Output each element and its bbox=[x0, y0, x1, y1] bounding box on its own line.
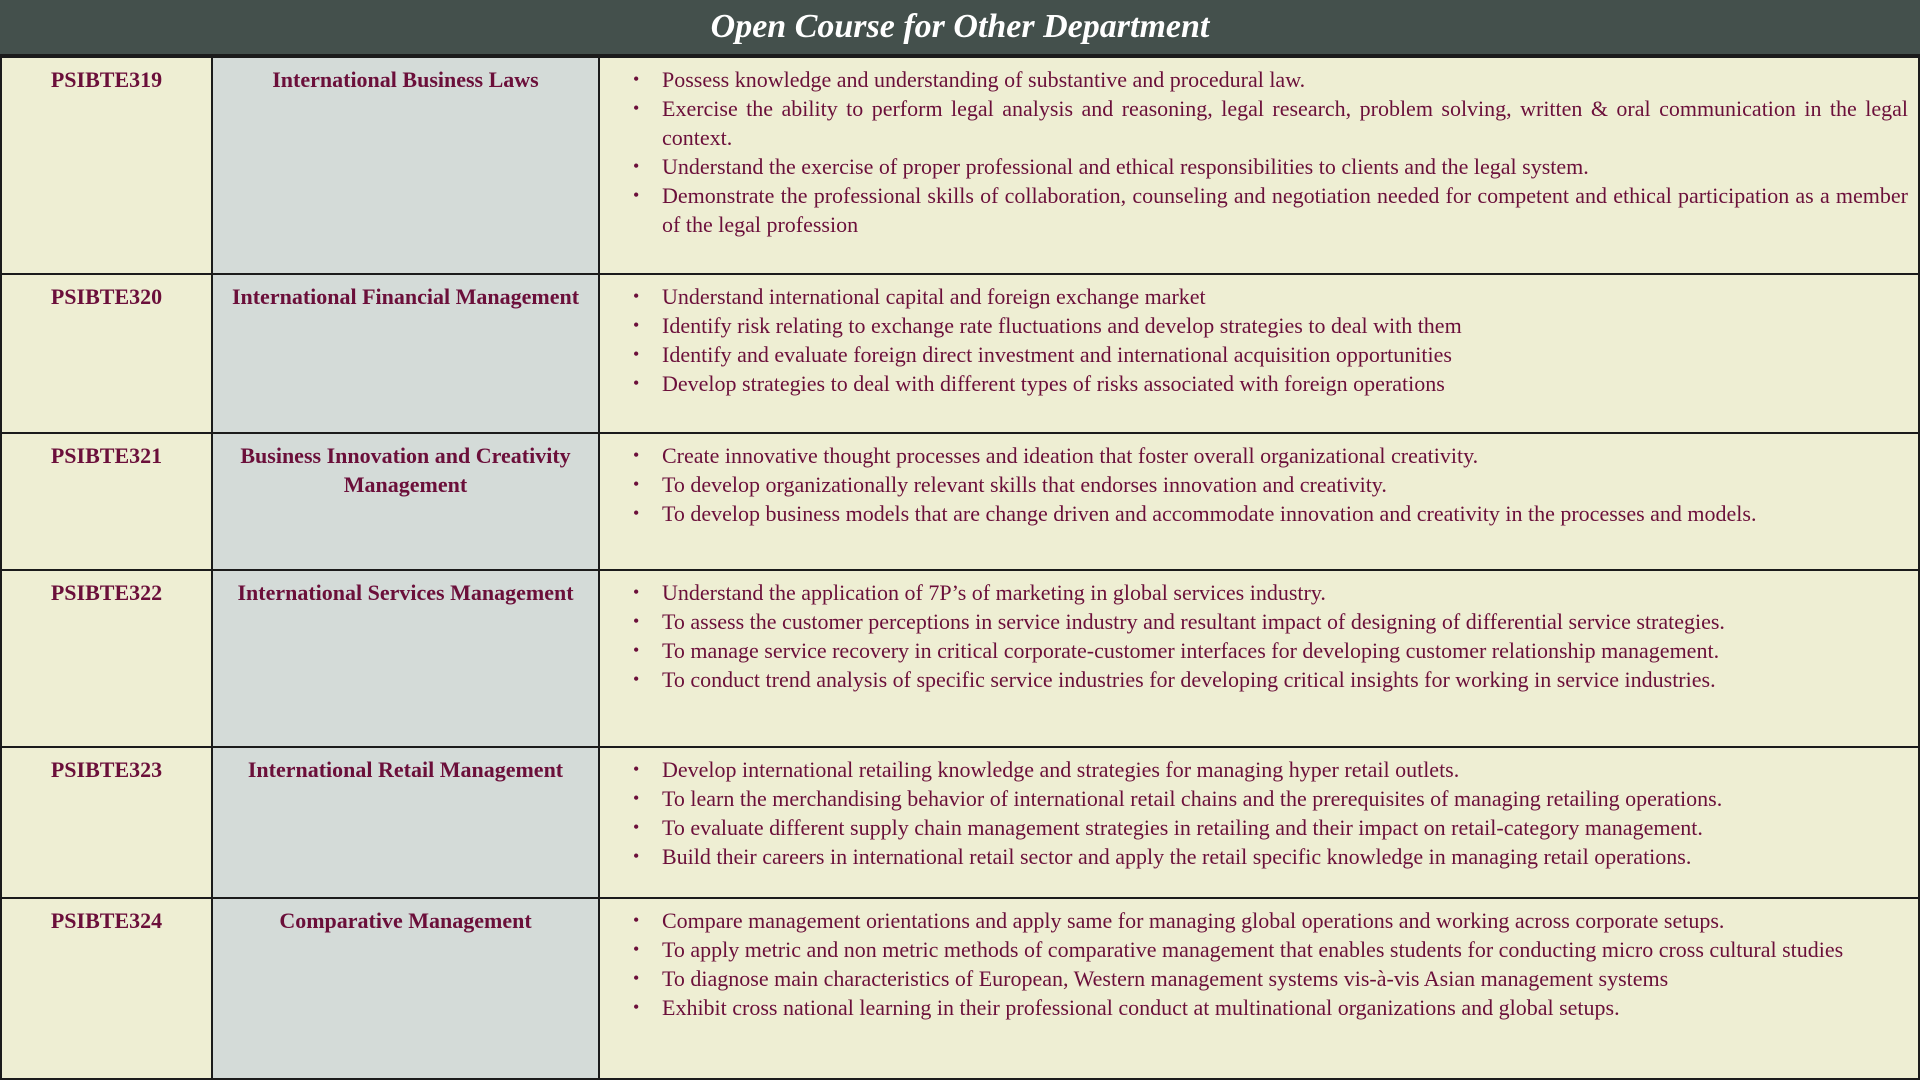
course-outcomes-cell bbox=[599, 57, 1919, 274]
course-table bbox=[0, 56, 1920, 1080]
outcome-text: Identify and evaluate foreign direct investment and international acquisition opportunities bbox=[662, 342, 1452, 367]
bullet-icon: • bbox=[633, 69, 640, 89]
course-code-cell bbox=[1, 898, 212, 1079]
course-name: International Financial Management bbox=[231, 284, 580, 309]
outcome-text: Understand the exercise of proper professional and ethical responsibilities to clients and the legal system. bbox=[662, 154, 1589, 179]
course-name: International Retail Management bbox=[247, 757, 564, 782]
bullet-icon: • bbox=[633, 344, 640, 364]
outcome-list bbox=[600, 899, 1918, 1022]
outcome-text: To conduct trend analysis of specific service industries for developing critical insights for working in service industries. bbox=[662, 667, 1716, 692]
outcome-text: Understand international capital and foreign exchange market bbox=[662, 284, 1206, 309]
list-item bbox=[633, 755, 1908, 784]
course-outcomes-cell bbox=[599, 898, 1919, 1079]
outcome-text: Identify risk relating to exchange rate fluctuations and develop strategies to deal with them bbox=[662, 313, 1462, 338]
course-name: International Business Laws bbox=[272, 67, 539, 92]
outcome-text: To learn the merchandising behavior of international retail chains and the prerequisites of managing retailing operations. bbox=[662, 786, 1723, 811]
outcome-text: To assess the customer perceptions in service industry and resultant impact of designing of differential service strategies. bbox=[662, 609, 1725, 634]
table-row bbox=[1, 57, 1919, 274]
outcome-list bbox=[600, 275, 1918, 398]
bullet-icon: • bbox=[633, 503, 640, 523]
bullet-icon: • bbox=[633, 373, 640, 393]
course-name: International Services Management bbox=[237, 580, 574, 605]
course-code: PSIBTE324 bbox=[50, 908, 163, 933]
outcome-text: To diagnose main characteristics of European, Western management systems vis-à-vis Asian management systems bbox=[662, 966, 1669, 991]
outcome-text: Build their careers in international retail sector and apply the retail specific knowledge in managing retail operations. bbox=[662, 844, 1692, 869]
course-name-cell bbox=[212, 747, 599, 898]
bullet-icon: • bbox=[633, 286, 640, 306]
table-row bbox=[1, 570, 1919, 747]
course-code-cell bbox=[1, 570, 212, 747]
list-item bbox=[633, 842, 1908, 871]
bullet-icon: • bbox=[633, 315, 640, 335]
title-bar bbox=[0, 0, 1920, 56]
bullet-icon: • bbox=[633, 997, 640, 1017]
course-code-cell bbox=[1, 57, 212, 274]
table-row bbox=[1, 433, 1919, 570]
course-name-cell bbox=[212, 433, 599, 570]
list-item bbox=[633, 65, 1908, 94]
list-item bbox=[633, 499, 1908, 528]
outcome-text: To manage service recovery in critical corporate-customer interfaces for developing customer relationship management. bbox=[662, 638, 1720, 663]
course-outcomes-cell bbox=[599, 274, 1919, 433]
bullet-icon: • bbox=[633, 669, 640, 689]
course-outcomes-cell bbox=[599, 747, 1919, 898]
outcome-text: To evaluate different supply chain management strategies in retailing and their impact on retail-category management. bbox=[662, 815, 1703, 840]
list-item bbox=[633, 636, 1908, 665]
course-name-cell bbox=[212, 274, 599, 433]
bullet-icon: • bbox=[633, 939, 640, 959]
table-row bbox=[1, 274, 1919, 433]
outcome-text: Understand the application of 7P’s of marketing in global services industry. bbox=[662, 580, 1326, 605]
page-title: Open Course for Other Department bbox=[710, 8, 1210, 45]
outcome-list bbox=[600, 434, 1918, 528]
outcome-text: Demonstrate the professional skills of collaboration, counseling and negotiation needed for competent and ethical participation as a member of the legal profession bbox=[662, 183, 1908, 237]
course-name-cell bbox=[212, 57, 599, 274]
list-item bbox=[633, 665, 1908, 694]
list-item bbox=[633, 906, 1908, 935]
outcome-text: Develop strategies to deal with different types of risks associated with foreign operations bbox=[662, 371, 1445, 396]
list-item bbox=[633, 282, 1908, 311]
outcome-text: To develop business models that are change driven and accommodate innovation and creativity in the processes and models. bbox=[662, 501, 1757, 526]
table-row bbox=[1, 747, 1919, 898]
course-code: PSIBTE320 bbox=[50, 284, 163, 309]
bullet-icon: • bbox=[633, 185, 640, 205]
list-item bbox=[633, 935, 1908, 964]
outcome-text: To apply metric and non metric methods of comparative management that enables students for conducting micro cross cultural studies bbox=[662, 937, 1844, 962]
list-item bbox=[633, 784, 1908, 813]
bullet-icon: • bbox=[633, 156, 640, 176]
list-item bbox=[633, 993, 1908, 1022]
bullet-icon: • bbox=[633, 817, 640, 837]
course-code: PSIBTE323 bbox=[50, 757, 163, 782]
course-name: Comparative Management bbox=[279, 908, 532, 933]
bullet-icon: • bbox=[633, 846, 640, 866]
bullet-icon: • bbox=[633, 445, 640, 465]
course-code-cell bbox=[1, 433, 212, 570]
list-item bbox=[633, 964, 1908, 993]
bullet-icon: • bbox=[633, 611, 640, 631]
outcome-text: Exhibit cross national learning in their professional conduct at multinational organizations and global setups. bbox=[662, 995, 1620, 1020]
course-code-cell bbox=[1, 274, 212, 433]
course-code: PSIBTE321 bbox=[50, 443, 163, 468]
list-item bbox=[633, 152, 1908, 181]
outcome-text: Develop international retailing knowledge and strategies for managing hyper retail outlets. bbox=[662, 757, 1460, 782]
list-item bbox=[633, 578, 1908, 607]
list-item bbox=[633, 94, 1908, 152]
outcome-list bbox=[600, 571, 1918, 694]
list-item bbox=[633, 441, 1908, 470]
bullet-icon: • bbox=[633, 788, 640, 808]
list-item bbox=[633, 607, 1908, 636]
list-item bbox=[633, 813, 1908, 842]
table-row bbox=[1, 898, 1919, 1079]
list-item bbox=[633, 369, 1908, 398]
course-code-cell bbox=[1, 747, 212, 898]
outcome-text: To develop organizationally relevant skills that endorses innovation and creativity. bbox=[662, 472, 1387, 497]
outcome-list bbox=[600, 58, 1918, 239]
outcome-list bbox=[600, 748, 1918, 871]
bullet-icon: • bbox=[633, 968, 640, 988]
list-item bbox=[633, 181, 1908, 239]
bullet-icon: • bbox=[633, 582, 640, 602]
list-item bbox=[633, 470, 1908, 499]
course-name: Business Innovation and Creativity Management bbox=[240, 443, 571, 497]
course-name-cell bbox=[212, 570, 599, 747]
outcome-text: Compare management orientations and apply same for managing global operations and working across corporate setups. bbox=[662, 908, 1725, 933]
bullet-icon: • bbox=[633, 98, 640, 118]
list-item bbox=[633, 340, 1908, 369]
course-outcomes-cell bbox=[599, 570, 1919, 747]
bullet-icon: • bbox=[633, 640, 640, 660]
course-code: PSIBTE322 bbox=[50, 580, 163, 605]
bullet-icon: • bbox=[633, 759, 640, 779]
course-outcomes-cell bbox=[599, 433, 1919, 570]
list-item bbox=[633, 311, 1908, 340]
bullet-icon: • bbox=[633, 910, 640, 930]
bullet-icon: • bbox=[633, 474, 640, 494]
outcome-text: Create innovative thought processes and ideation that foster overall organizational creativity. bbox=[662, 443, 1479, 468]
outcome-text: Possess knowledge and understanding of substantive and procedural law. bbox=[662, 67, 1306, 92]
outcome-text: Exercise the ability to perform legal analysis and reasoning, legal research, problem solving, written & oral communication in the legal context. bbox=[662, 96, 1908, 150]
course-code: PSIBTE319 bbox=[50, 67, 163, 92]
course-name-cell bbox=[212, 898, 599, 1079]
